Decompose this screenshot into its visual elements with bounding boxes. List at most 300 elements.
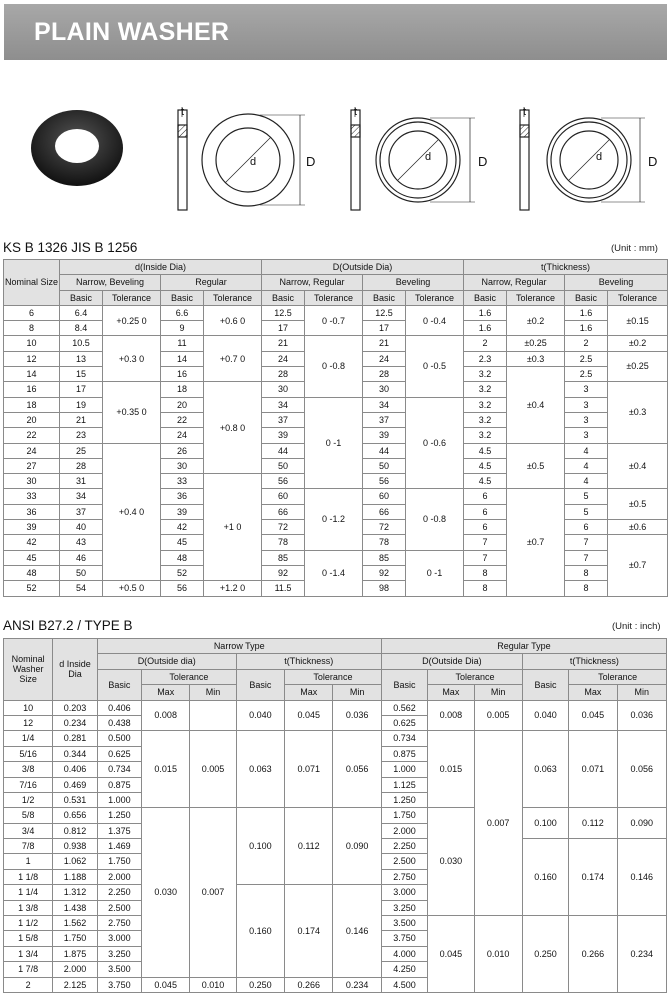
nominal-size-cell: 14 bbox=[4, 367, 60, 382]
column-header-basic: Basic bbox=[262, 290, 305, 305]
ks-washer-table bbox=[3, 259, 668, 597]
table-row bbox=[4, 731, 667, 746]
tolerance-min-cell: 0.010 bbox=[190, 977, 236, 992]
column-header-tolerance: Tolerance bbox=[608, 290, 668, 305]
column-header-basic: Basic bbox=[381, 669, 427, 700]
thickness-cell: 0.056 bbox=[333, 731, 381, 808]
thickness-cell: 0.174 bbox=[569, 839, 617, 916]
basic-cell: 15 bbox=[60, 367, 103, 382]
tolerance-cell: ±0.5 bbox=[608, 489, 668, 520]
basic-cell: 3.250 bbox=[381, 900, 427, 915]
basic-cell: 8 bbox=[565, 565, 608, 580]
column-header-outside-dia: D(Outside Dia) bbox=[381, 654, 522, 669]
basic-cell: 30 bbox=[363, 382, 406, 397]
basic-cell: 52 bbox=[161, 565, 204, 580]
basic-cell: 6 bbox=[464, 489, 507, 504]
table-row bbox=[4, 669, 667, 684]
thickness-cell: 0.040 bbox=[522, 700, 568, 731]
column-header-basic: Basic bbox=[522, 669, 568, 700]
basic-cell: 85 bbox=[262, 550, 305, 565]
basic-cell: 3.000 bbox=[381, 885, 427, 900]
basic-cell: 8 bbox=[565, 581, 608, 596]
basic-cell: 56 bbox=[161, 581, 204, 596]
column-subheader: Beveling bbox=[565, 275, 668, 290]
column-subheader: Narrow, Regular bbox=[464, 275, 565, 290]
column-subheader: Regular bbox=[161, 275, 262, 290]
thickness-cell: 0.146 bbox=[617, 839, 666, 916]
basic-cell: 1.750 bbox=[97, 854, 141, 869]
column-header-inside-dia: d Inside Dia bbox=[53, 639, 97, 701]
basic-cell: 7 bbox=[464, 535, 507, 550]
basic-cell: 3.250 bbox=[97, 946, 141, 961]
inside-dia-cell: 0.281 bbox=[53, 731, 97, 746]
basic-cell: 10.5 bbox=[60, 336, 103, 351]
basic-cell: 22 bbox=[161, 412, 204, 427]
tolerance-cell: ±0.4 bbox=[507, 367, 565, 443]
basic-cell: 6 bbox=[464, 520, 507, 535]
basic-cell: 8 bbox=[464, 565, 507, 580]
basic-cell: 18 bbox=[161, 382, 204, 397]
inside-dia-cell: 0.531 bbox=[53, 792, 97, 807]
tolerance-cell: 0 -1.2 bbox=[305, 489, 363, 550]
table-row bbox=[4, 260, 668, 275]
basic-cell: 6.6 bbox=[161, 305, 204, 320]
tolerance-min-cell: 0.005 bbox=[474, 700, 522, 731]
basic-cell: 3 bbox=[565, 397, 608, 412]
nominal-size-cell: 6 bbox=[4, 305, 60, 320]
basic-cell: 1.000 bbox=[97, 792, 141, 807]
basic-cell: 21 bbox=[262, 336, 305, 351]
column-header-basic: Basic bbox=[464, 290, 507, 305]
tolerance-cell: ±0.15 bbox=[608, 305, 668, 336]
inside-dia-cell: 0.234 bbox=[53, 715, 97, 730]
basic-cell: 1.000 bbox=[381, 762, 427, 777]
tolerance-cell: ±0.3 bbox=[507, 351, 565, 366]
thickness-cell: 0.045 bbox=[285, 700, 333, 731]
label-d-2: d bbox=[425, 151, 432, 163]
thickness-cell: 0.234 bbox=[333, 977, 381, 992]
basic-cell: 20 bbox=[161, 397, 204, 412]
inside-dia-cell: 0.344 bbox=[53, 746, 97, 761]
basic-cell: 3.000 bbox=[97, 931, 141, 946]
inside-dia-cell: 0.469 bbox=[53, 777, 97, 792]
column-header-regular-type: Regular Type bbox=[381, 639, 666, 654]
basic-cell: 36 bbox=[161, 489, 204, 504]
table-row bbox=[4, 305, 668, 320]
tolerance-cell: +1.2 0 bbox=[204, 581, 262, 596]
nominal-size-cell: 1 1/8 bbox=[4, 869, 53, 884]
inside-dia-cell: 1.875 bbox=[53, 946, 97, 961]
basic-cell: 30 bbox=[262, 382, 305, 397]
basic-cell: 0.562 bbox=[381, 700, 427, 715]
basic-cell: 8 bbox=[464, 581, 507, 596]
column-header-basic: Basic bbox=[363, 290, 406, 305]
nominal-size-cell: 3/4 bbox=[4, 823, 53, 838]
nominal-size-cell: 16 bbox=[4, 382, 60, 397]
basic-cell: 1.375 bbox=[97, 823, 141, 838]
basic-cell: 4.500 bbox=[381, 977, 427, 992]
column-header-inside-dia: d(Inside Dia) bbox=[60, 260, 262, 275]
tolerance-cell: ±0.4 bbox=[608, 443, 668, 489]
nominal-size-cell: 1 bbox=[4, 854, 53, 869]
label-D-2: D bbox=[478, 154, 488, 169]
column-header-max: Max bbox=[285, 685, 333, 700]
tolerance-cell: 0 -0.6 bbox=[406, 397, 464, 489]
tolerance-cell: 0 -0.8 bbox=[305, 336, 363, 397]
column-subheader: Beveling bbox=[363, 275, 464, 290]
basic-cell: 21 bbox=[60, 412, 103, 427]
tolerance-max-cell: 0.015 bbox=[428, 731, 474, 808]
tolerance-cell: 0 -0.8 bbox=[406, 489, 464, 550]
basic-cell: 7 bbox=[565, 535, 608, 550]
basic-cell: 3.2 bbox=[464, 367, 507, 382]
inside-dia-cell: 0.203 bbox=[53, 700, 97, 715]
column-header-tolerance: Tolerance bbox=[406, 290, 464, 305]
nominal-size-cell: 1 1/2 bbox=[4, 916, 53, 931]
tolerance-max-cell: 0.030 bbox=[142, 808, 190, 977]
column-header-tolerance: Tolerance bbox=[142, 669, 237, 684]
column-subheader: Narrow, Regular bbox=[262, 275, 363, 290]
nominal-size-cell: 1 5/8 bbox=[4, 931, 53, 946]
nominal-size-cell: 27 bbox=[4, 458, 60, 473]
basic-cell: 2.500 bbox=[97, 900, 141, 915]
basic-cell: 4.5 bbox=[464, 458, 507, 473]
basic-cell: 31 bbox=[60, 474, 103, 489]
nominal-size-cell: 33 bbox=[4, 489, 60, 504]
basic-cell: 40 bbox=[60, 520, 103, 535]
basic-cell: 9 bbox=[161, 321, 204, 336]
washer-drawing-beveling bbox=[520, 107, 645, 210]
basic-cell: 56 bbox=[262, 474, 305, 489]
basic-cell: 6 bbox=[464, 504, 507, 519]
basic-cell: 7 bbox=[464, 550, 507, 565]
nominal-size-cell: 1 7/8 bbox=[4, 962, 53, 977]
basic-cell: 0.625 bbox=[381, 715, 427, 730]
basic-cell: 43 bbox=[60, 535, 103, 550]
column-header-min: Min bbox=[333, 685, 381, 700]
tolerance-cell: +0.6 0 bbox=[204, 305, 262, 336]
basic-cell: 7 bbox=[565, 550, 608, 565]
table-row bbox=[4, 336, 668, 351]
basic-cell: 3.500 bbox=[97, 962, 141, 977]
tolerance-min-cell: 0.007 bbox=[190, 808, 236, 977]
basic-cell: 39 bbox=[262, 428, 305, 443]
basic-cell: 0.406 bbox=[97, 700, 141, 715]
basic-cell: 0.438 bbox=[97, 715, 141, 730]
label-t-3: t bbox=[523, 106, 527, 118]
thickness-cell: 0.100 bbox=[236, 808, 284, 885]
nominal-size-cell: 39 bbox=[4, 520, 60, 535]
basic-cell: 5 bbox=[565, 489, 608, 504]
basic-cell: 11 bbox=[161, 336, 204, 351]
nominal-size-cell: 1 3/8 bbox=[4, 900, 53, 915]
column-header-tolerance: Tolerance bbox=[305, 290, 363, 305]
column-header-max: Max bbox=[142, 685, 190, 700]
basic-cell: 46 bbox=[60, 550, 103, 565]
tolerance-cell: ±0.25 bbox=[608, 351, 668, 382]
thickness-cell: 0.045 bbox=[569, 700, 617, 731]
nominal-size-cell: 24 bbox=[4, 443, 60, 458]
nominal-size-cell: 2 bbox=[4, 977, 53, 992]
basic-cell: 1.125 bbox=[381, 777, 427, 792]
basic-cell: 60 bbox=[262, 489, 305, 504]
nominal-size-cell: 7/16 bbox=[4, 777, 53, 792]
column-header-narrow-type: Narrow Type bbox=[97, 639, 381, 654]
tolerance-cell: ±0.6 bbox=[608, 520, 668, 535]
basic-cell: 92 bbox=[363, 565, 406, 580]
column-header-tolerance: Tolerance bbox=[569, 669, 667, 684]
thickness-cell: 0.112 bbox=[569, 808, 617, 839]
tolerance-min-cell: 0.005 bbox=[190, 731, 236, 808]
basic-cell: 2.250 bbox=[97, 885, 141, 900]
nominal-size-cell: 3/8 bbox=[4, 762, 53, 777]
tolerance-max-cell: 0.008 bbox=[142, 700, 190, 731]
column-header-basic: Basic bbox=[236, 669, 284, 700]
column-header-thickness: t(Thickness) bbox=[522, 654, 666, 669]
thickness-cell: 0.160 bbox=[236, 885, 284, 977]
basic-cell: 44 bbox=[262, 443, 305, 458]
thickness-cell: 0.071 bbox=[569, 731, 617, 808]
column-subheader: Narrow, Beveling bbox=[60, 275, 161, 290]
column-header-basic: Basic bbox=[97, 669, 141, 700]
basic-cell: 45 bbox=[161, 535, 204, 550]
tolerance-cell: 0 -1.4 bbox=[305, 550, 363, 596]
tolerance-cell: ±0.2 bbox=[507, 305, 565, 336]
thickness-cell: 0.266 bbox=[285, 977, 333, 992]
basic-cell: 2.500 bbox=[381, 854, 427, 869]
basic-cell: 3 bbox=[565, 382, 608, 397]
basic-cell: 78 bbox=[363, 535, 406, 550]
tolerance-max-cell: 0.008 bbox=[428, 700, 474, 731]
column-header-max: Max bbox=[428, 685, 474, 700]
thickness-cell: 0.063 bbox=[522, 731, 568, 808]
tolerance-cell: 0 -0.7 bbox=[305, 305, 363, 336]
ansi-washer-table bbox=[3, 638, 667, 993]
basic-cell: 1.250 bbox=[97, 808, 141, 823]
nominal-size-cell: 12 bbox=[4, 351, 60, 366]
label-t-2: t bbox=[354, 106, 358, 118]
basic-cell: 2.750 bbox=[381, 869, 427, 884]
basic-cell: 33 bbox=[161, 474, 204, 489]
basic-cell: 11.5 bbox=[262, 581, 305, 596]
thickness-cell: 0.112 bbox=[285, 808, 333, 885]
basic-cell: 12.5 bbox=[363, 305, 406, 320]
basic-cell: 2.5 bbox=[565, 351, 608, 366]
basic-cell: 3 bbox=[565, 412, 608, 427]
inside-dia-cell: 0.938 bbox=[53, 839, 97, 854]
column-header-max: Max bbox=[569, 685, 617, 700]
basic-cell: 1.750 bbox=[381, 808, 427, 823]
basic-cell: 78 bbox=[262, 535, 305, 550]
tolerance-cell: +0.4 0 bbox=[103, 443, 161, 581]
inside-dia-cell: 1.438 bbox=[53, 900, 97, 915]
basic-cell: 24 bbox=[262, 351, 305, 366]
basic-cell: 85 bbox=[363, 550, 406, 565]
nominal-size-cell: 20 bbox=[4, 412, 60, 427]
thickness-cell: 0.174 bbox=[285, 885, 333, 977]
basic-cell: 39 bbox=[363, 428, 406, 443]
table-row bbox=[4, 700, 667, 715]
thickness-cell: 0.036 bbox=[333, 700, 381, 731]
tolerance-cell: +0.8 0 bbox=[204, 382, 262, 474]
basic-cell: 56 bbox=[363, 474, 406, 489]
label-D-1: D bbox=[306, 154, 316, 169]
nominal-size-cell: 30 bbox=[4, 474, 60, 489]
basic-cell: 1.6 bbox=[464, 305, 507, 320]
tolerance-max-cell: 0.015 bbox=[142, 731, 190, 808]
tolerance-max-cell: 0.045 bbox=[142, 977, 190, 992]
nominal-size-cell: 18 bbox=[4, 397, 60, 412]
basic-cell: 3.500 bbox=[381, 916, 427, 931]
basic-cell: 17 bbox=[363, 321, 406, 336]
ks-section-title: KS B 1326 JIS B 1256 bbox=[3, 240, 138, 255]
column-header-thickness: t(Thickness) bbox=[464, 260, 668, 275]
tolerance-min-cell: 0.010 bbox=[474, 916, 522, 993]
column-header-tolerance: Tolerance bbox=[428, 669, 523, 684]
inside-dia-cell: 1.062 bbox=[53, 854, 97, 869]
table-row bbox=[4, 808, 667, 823]
basic-cell: 6 bbox=[565, 520, 608, 535]
thickness-cell: 0.234 bbox=[617, 916, 666, 993]
tolerance-cell: ±0.25 bbox=[507, 336, 565, 351]
basic-cell: 14 bbox=[161, 351, 204, 366]
basic-cell: 0.734 bbox=[97, 762, 141, 777]
basic-cell: 30 bbox=[161, 458, 204, 473]
basic-cell: 16 bbox=[161, 367, 204, 382]
basic-cell: 1.6 bbox=[565, 305, 608, 320]
basic-cell: 19 bbox=[60, 397, 103, 412]
tolerance-cell: 0 -0.4 bbox=[406, 305, 464, 336]
column-header-tolerance: Tolerance bbox=[103, 290, 161, 305]
column-header-tolerance: Tolerance bbox=[507, 290, 565, 305]
basic-cell: 50 bbox=[60, 565, 103, 580]
basic-cell: 39 bbox=[161, 504, 204, 519]
table-row bbox=[4, 275, 668, 290]
inside-dia-cell: 0.406 bbox=[53, 762, 97, 777]
basic-cell: 1.6 bbox=[565, 321, 608, 336]
column-header-basic: Basic bbox=[565, 290, 608, 305]
tolerance-cell: ±0.2 bbox=[608, 336, 668, 351]
nominal-size-cell: 10 bbox=[4, 336, 60, 351]
basic-cell: 2.250 bbox=[381, 839, 427, 854]
column-header-outside-dia: D(Outside Dia) bbox=[262, 260, 464, 275]
inside-dia-cell: 1.312 bbox=[53, 885, 97, 900]
tolerance-cell: +0.5 0 bbox=[103, 581, 161, 596]
basic-cell: 44 bbox=[363, 443, 406, 458]
basic-cell: 24 bbox=[161, 428, 204, 443]
basic-cell: 3.2 bbox=[464, 397, 507, 412]
inside-dia-cell: 2.125 bbox=[53, 977, 97, 992]
basic-cell: 98 bbox=[363, 581, 406, 596]
basic-cell: 42 bbox=[161, 520, 204, 535]
thickness-cell: 0.090 bbox=[617, 808, 666, 839]
tolerance-cell: 0 -1 bbox=[305, 397, 363, 489]
basic-cell: 4.5 bbox=[464, 443, 507, 458]
column-header-min: Min bbox=[190, 685, 236, 700]
washer-diagrams bbox=[0, 95, 671, 220]
basic-cell: 2 bbox=[464, 336, 507, 351]
label-t-1: t bbox=[181, 106, 185, 118]
thickness-cell: 0.056 bbox=[617, 731, 666, 808]
tolerance-cell: 0 -1 bbox=[406, 550, 464, 596]
label-D-3: D bbox=[648, 154, 658, 169]
inside-dia-cell: 0.656 bbox=[53, 808, 97, 823]
tolerance-cell: +1 0 bbox=[204, 474, 262, 581]
column-header-min: Min bbox=[474, 685, 522, 700]
basic-cell: 12.5 bbox=[262, 305, 305, 320]
basic-cell: 17 bbox=[262, 321, 305, 336]
basic-cell: 25 bbox=[60, 443, 103, 458]
nominal-size-cell: 52 bbox=[4, 581, 60, 596]
column-header-outside-dia: D(Outside dia) bbox=[97, 654, 236, 669]
tolerance-cell: ±0.3 bbox=[608, 382, 668, 443]
basic-cell: 4 bbox=[565, 458, 608, 473]
basic-cell: 0.625 bbox=[97, 746, 141, 761]
basic-cell: 5 bbox=[565, 504, 608, 519]
column-header-nominal: Nominal Washer Size bbox=[4, 639, 53, 701]
basic-cell: 34 bbox=[262, 397, 305, 412]
basic-cell: 3.2 bbox=[464, 412, 507, 427]
nominal-size-cell: 12 bbox=[4, 715, 53, 730]
ansi-section-title: ANSI B27.2 / TYPE B bbox=[3, 618, 133, 633]
basic-cell: 34 bbox=[363, 397, 406, 412]
inside-dia-cell: 1.750 bbox=[53, 931, 97, 946]
thickness-cell: 0.160 bbox=[522, 839, 568, 916]
nominal-size-cell: 42 bbox=[4, 535, 60, 550]
basic-cell: 37 bbox=[60, 504, 103, 519]
basic-cell: 6.4 bbox=[60, 305, 103, 320]
tolerance-min-cell bbox=[190, 700, 236, 731]
inside-dia-cell: 0.812 bbox=[53, 823, 97, 838]
basic-cell: 3.750 bbox=[97, 977, 141, 992]
basic-cell: 60 bbox=[363, 489, 406, 504]
nominal-size-cell: 8 bbox=[4, 321, 60, 336]
tolerance-min-cell: 0.007 bbox=[474, 731, 522, 916]
washer-photo bbox=[31, 110, 123, 186]
thickness-cell: 0.146 bbox=[333, 885, 381, 977]
column-header-min: Min bbox=[617, 685, 666, 700]
basic-cell: 3.750 bbox=[381, 931, 427, 946]
tolerance-cell: +0.3 0 bbox=[103, 336, 161, 382]
basic-cell: 26 bbox=[161, 443, 204, 458]
ansi-unit: (Unit : inch) bbox=[612, 621, 661, 632]
basic-cell: 1.250 bbox=[381, 792, 427, 807]
tolerance-cell: +0.35 0 bbox=[103, 382, 161, 443]
basic-cell: 4.250 bbox=[381, 962, 427, 977]
basic-cell: 1.6 bbox=[464, 321, 507, 336]
thickness-cell: 0.071 bbox=[285, 731, 333, 808]
basic-cell: 3.2 bbox=[464, 428, 507, 443]
basic-cell: 37 bbox=[262, 412, 305, 427]
basic-cell: 0.875 bbox=[97, 777, 141, 792]
nominal-size-cell: 45 bbox=[4, 550, 60, 565]
basic-cell: 21 bbox=[363, 336, 406, 351]
basic-cell: 2.5 bbox=[565, 367, 608, 382]
basic-cell: 37 bbox=[363, 412, 406, 427]
basic-cell: 4 bbox=[565, 443, 608, 458]
basic-cell: 13 bbox=[60, 351, 103, 366]
nominal-size-cell: 48 bbox=[4, 565, 60, 580]
nominal-size-cell: 5/8 bbox=[4, 808, 53, 823]
basic-cell: 24 bbox=[363, 351, 406, 366]
tolerance-cell: +0.7 0 bbox=[204, 336, 262, 382]
basic-cell: 3.2 bbox=[464, 382, 507, 397]
thickness-cell: 0.063 bbox=[236, 731, 284, 808]
basic-cell: 72 bbox=[262, 520, 305, 535]
nominal-size-cell: 1/2 bbox=[4, 792, 53, 807]
basic-cell: 28 bbox=[262, 367, 305, 382]
column-header-nominal: Nominal Size bbox=[4, 260, 60, 306]
